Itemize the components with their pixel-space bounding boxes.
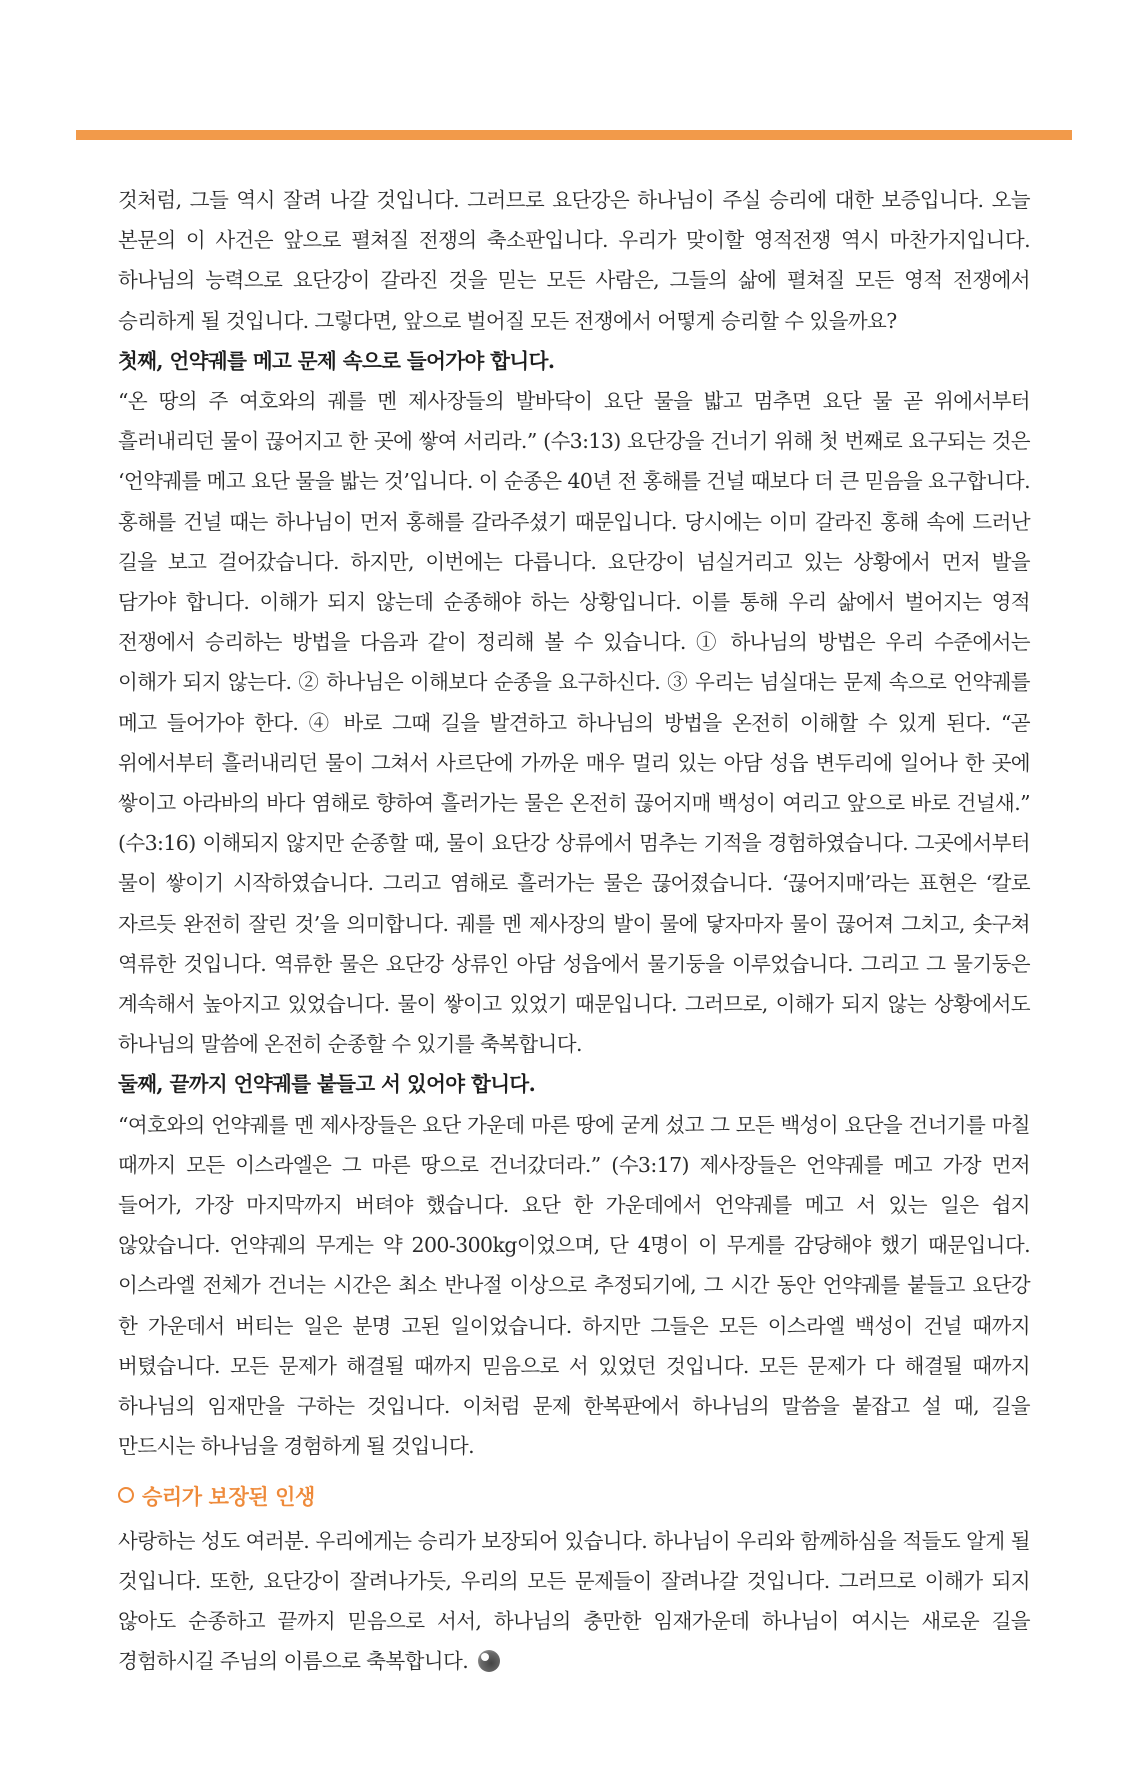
paragraph-conclusion-text: 사랑하는 성도 여러분. 우리에게는 승리가 보장되어 있습니다. 하나님이 우리와 함께하심을 적들도 알게 될 것입니다. 또한, 요단강이 잘려나가듯, 우리의 모든 문제들이 잘려나갈 것입니다. 그러므로 이해가 되지 않아도 순종하고 끝까지 믿음으로 서서, 하나님의 충만한 임재가운데 하나님이 여시는 새로운 길을 경험하시길 주님의 이름으로 축복합니다. — [118, 1528, 1030, 1674]
section-title-text: 승리가 보장된 인생 — [142, 1484, 315, 1509]
top-accent-rule — [76, 130, 1072, 140]
circle-outline-icon — [118, 1487, 134, 1503]
end-of-article-icon — [478, 1650, 500, 1672]
heading-second-point: 둘째, 끝까지 언약궤를 붙들고 서 있어야 합니다. — [118, 1072, 536, 1097]
article-body — [118, 180, 1030, 1682]
section-title — [118, 1477, 1030, 1517]
paragraph-intro: 것처럼, 그들 역시 잘려 나갈 것입니다. 그러므로 요단강은 하나님이 주실 승리에 대한 보증입니다. 오늘 본문의 이 사건은 앞으로 펼쳐질 전쟁의 축소판입니다. 우리가 맞이할 영적전쟁 역시 마찬가지입니다. 하나님의 능력으로 요단강이 갈라진 것을 믿는 모든 사람은, 그들의 삶에 펼쳐질 모든 영적 전쟁에서 승리하게 될 것입니다. 그렇다면, 앞으로 벌어질 모든 전쟁에서 어떻게 승리할 수 있을까요? — [118, 188, 1030, 333]
paragraph-first-point: “온 땅의 주 여호와의 궤를 멘 제사장들의 발바닥이 요단 물을 밟고 멈추면 요단 물 곧 위에서부터 흘러내리던 물이 끊어지고 한 곳에 쌓여 서리라.” (수3:13) 요단강을 건너기 위해 첫 번째로 요구되는 것은 ‘언약궤를 메고 요단 물을 밟는 것’입니다. 이 순종은 40년 전 홍해를 건널 때보다 더 큰 믿음을 요구합니다. 홍해를 건널 때는 하나님이 먼저 홍해를 갈라주셨기 때문입니다. 당시에는 이미 갈라진 홍해 속에 드러난 길을 보고 걸어갔습니다. 하지만, 이번에는 다릅니다. 요단강이 넘실거리고 있는 상황에서 먼저 발을 담가야 합니다. 이해가 되지 않는데 순종해야 하는 상황입니다. 이를 통해 우리 삶에서 벌어지는 영적 전쟁에서 승리하는 방법을 다음과 같이 정리해 볼 수 있습니다. ① 하나님의 방법은 우리 수준에서는 이해가 되지 않는다. ② 하나님은 이해보다 순종을 요구하신다. ③ 우리는 넘실대는 문제 속으로 언약궤를 메고 들어가야 한다. ④ 바로 그때 길을 발견하고 하나님의 방법을 온전히 이해할 수 있게 된다. “곧 위에서부터 흘러내리던 물이 그쳐서 사르단에 가까운 매우 멀리 있는 아담 성읍 변두리에 일어나 한 곳에 쌓이고 아라바의 바다 염해로 향하여 흘러가는 물은 온전히 끊어지매 백성이 여리고 앞으로 바로 건널새.” (수3:16) 이해되지 않지만 순종할 때, 물이 요단강 상류에서 멈추는 기적을 경험하였습니다. 그곳에서부터 물이 쌓이기 시작하였습니다. 그리고 염해로 흘러가는 물은 끊어졌습니다. ‘끊어지매’라는 표현은 ‘칼로 자르듯 완전히 잘린 것’을 의미합니다. 궤를 멘 제사장의 발이 물에 닿자마자 물이 끊어져 그치고, 솟구쳐 역류한 것입니다. 역류한 물은 요단강 상류인 아담 성읍에서 물기둥을 이루었습니다. 그리고 그 물기둥은 계속해서 높아지고 있었습니다. 물이 쌓이고 있었기 때문입니다. 그러므로, 이해가 되지 않는 상황에서도 하나님의 말씀에 온전히 순종할 수 있기를 축복합니다. — [118, 389, 1030, 1057]
paragraph-second-point: “여호와의 언약궤를 멘 제사장들은 요단 가운데 마른 땅에 굳게 섰고 그 모든 백성이 요단을 건너기를 마칠 때까지 모든 이스라엘은 그 마른 땅으로 건너갔더라.” (수3:17) 제사장들은 언약궤를 메고 가장 먼저 들어가, 가장 마지막까지 버텨야 했습니다. 요단 한 가운데에서 언약궤를 메고 서 있는 일은 쉽지 않았습니다. 언약궤의 무게는 약 200-300kg이었으며, 단 4명이 이 무게를 감당해야 했기 때문입니다. 이스라엘 전체가 건너는 시간은 최소 반나절 이상으로 추정되기에, 그 시간 동안 언약궤를 붙들고 요단강 한 가운데서 버티는 일은 분명 고된 일이었습니다. 하지만 그들은 모든 이스라엘 백성이 건널 때까지 버텼습니다. 모든 문제가 해결될 때까지 믿음으로 서 있었던 것입니다. 모든 문제가 다 해결될 때까지 하나님의 임재만을 구하는 것입니다. 이처럼 문제 한복판에서 하나님의 말씀을 붙잡고 설 때, 길을 만드시는 하나님을 경험하게 될 것입니다. — [118, 1112, 1030, 1459]
paragraph-conclusion — [118, 1521, 1030, 1682]
heading-first-point: 첫째, 언약궤를 메고 문제 속으로 들어가야 합니다. — [118, 348, 555, 373]
